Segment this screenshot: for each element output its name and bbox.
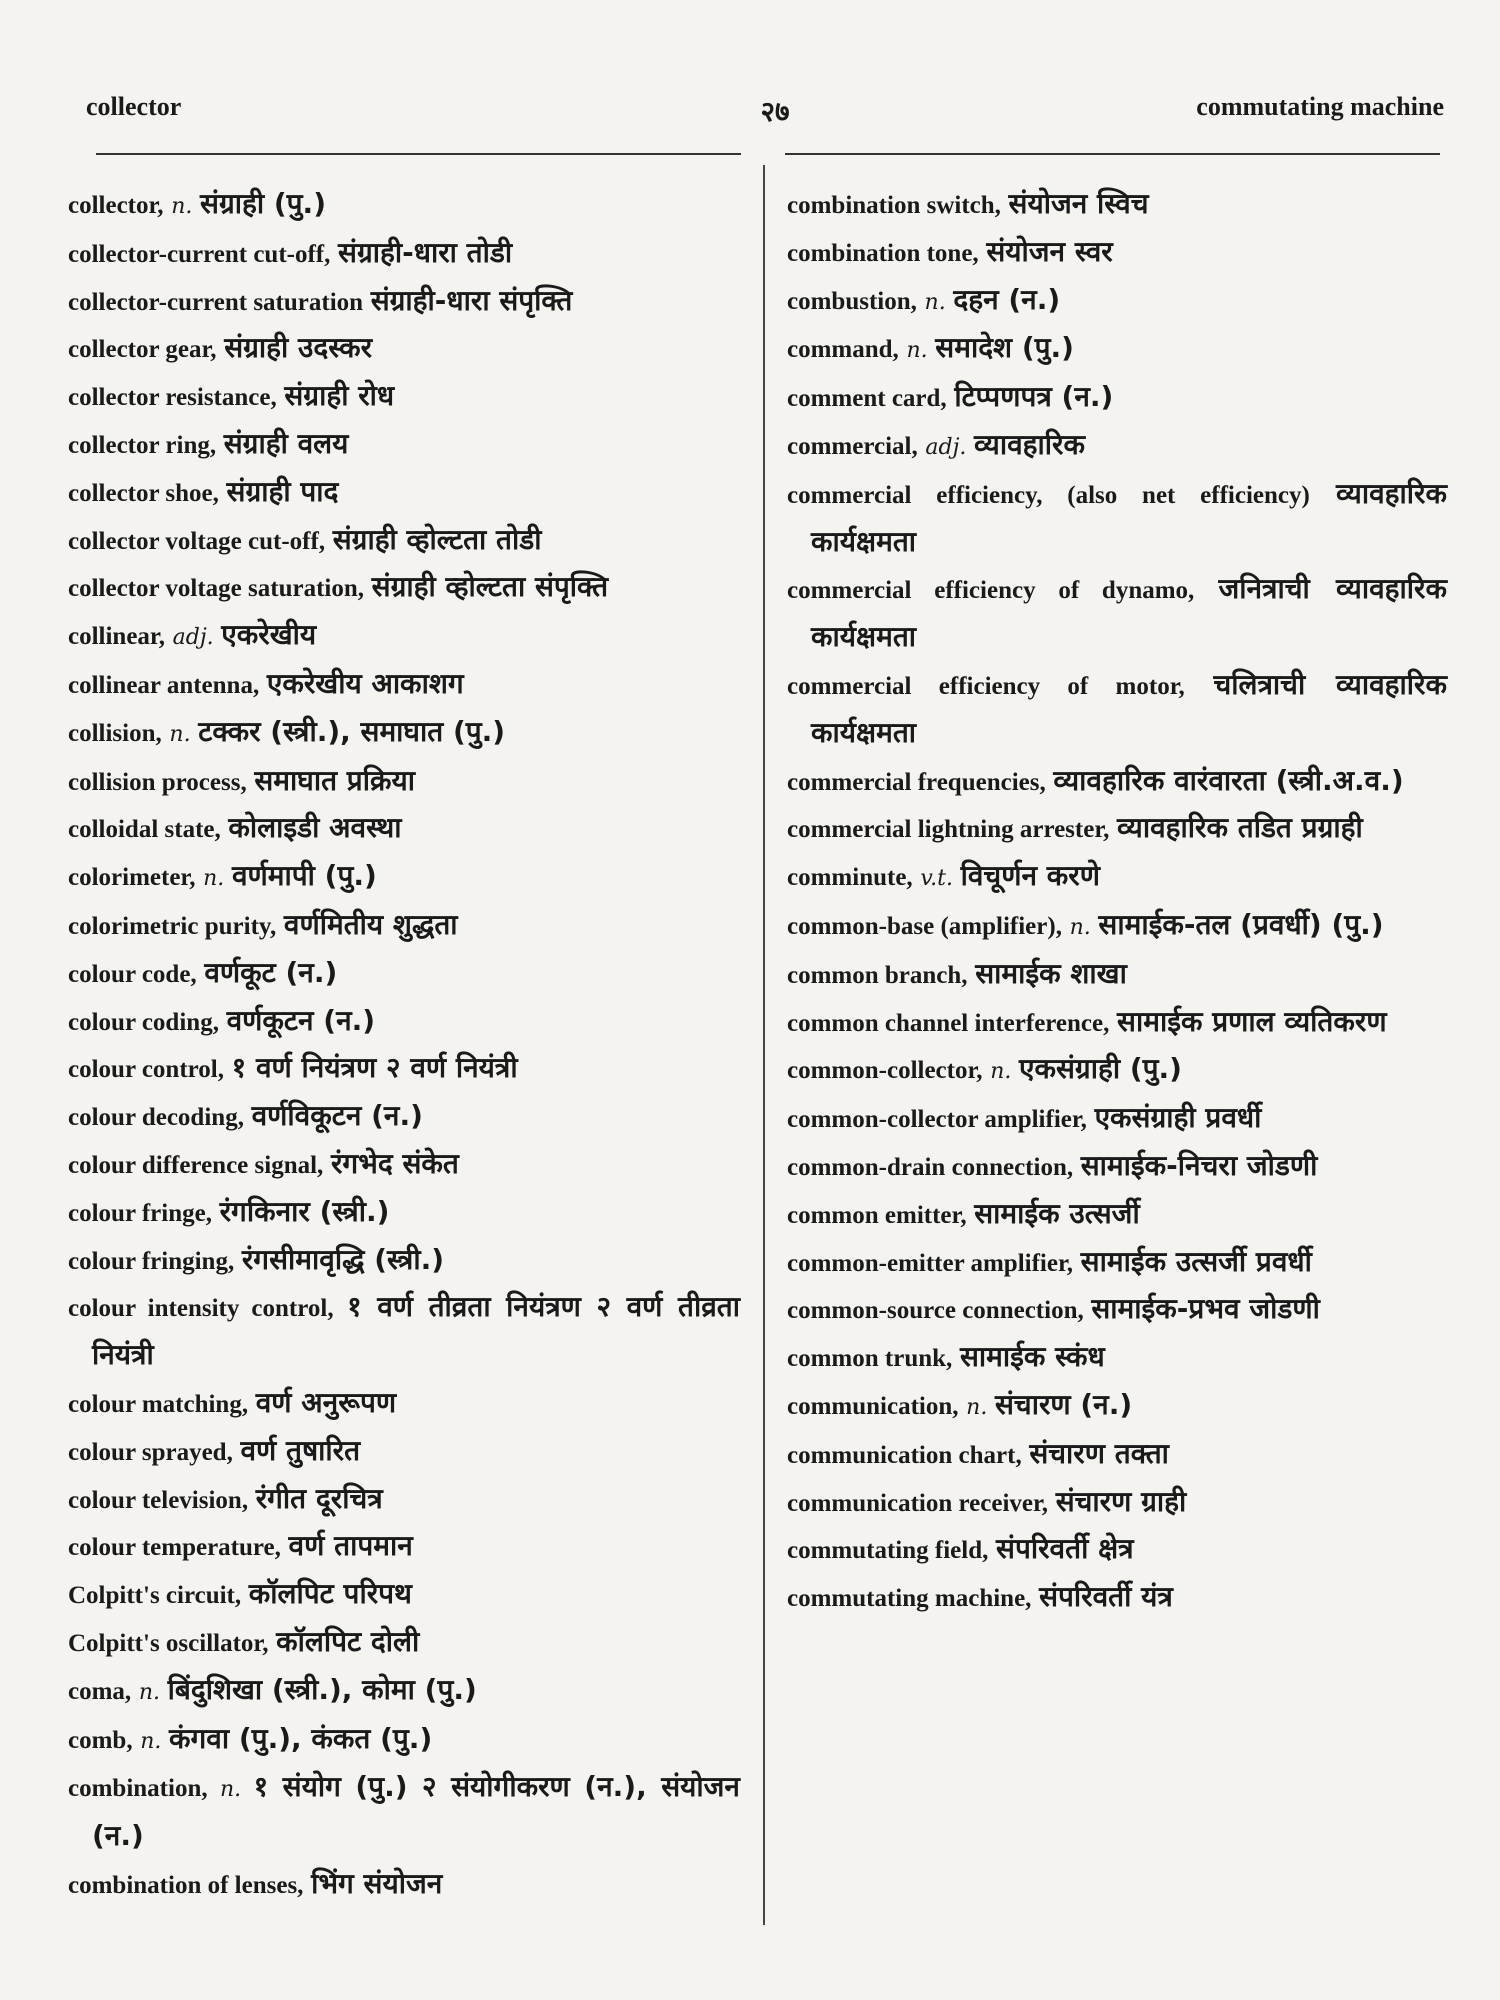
entry-term: comb, xyxy=(68,1726,133,1754)
entry-term: collinear antenna, xyxy=(68,671,260,699)
entry-translation: १ वर्ण तीव्रता नियंत्रण २ वर्ण तीव्रता नियंत्री xyxy=(92,1290,740,1372)
entry-grammar: n. xyxy=(924,289,946,315)
entry-grammar: n. xyxy=(171,194,193,219)
dictionary-entry xyxy=(68,1380,740,1428)
entry-translation: वर्ण तुषारित xyxy=(240,1433,361,1467)
entry-translation: एकरेखीय xyxy=(221,618,317,652)
entry-grammar: n. xyxy=(966,1394,988,1420)
entry-term: Colpitt's circuit, xyxy=(68,1582,242,1610)
entry-translation: टिप्पणपत्र (न.) xyxy=(954,380,1114,414)
dictionary-entry xyxy=(68,612,740,661)
entry-term: collector voltage cut-off, xyxy=(68,527,326,555)
entry-term: commercial lightning arrester, xyxy=(787,816,1110,844)
entry-term: Colpitt's oscillator, xyxy=(68,1629,269,1657)
entry-term: collector-current cut-off, xyxy=(68,240,331,268)
entry-translation: संग्राही व्होल्टता तोडी xyxy=(332,522,542,556)
entry-translation: संग्राही उदस्कर xyxy=(224,331,373,365)
header-rule-left xyxy=(96,153,741,155)
entry-term: collector, xyxy=(68,192,164,219)
entry-grammar: adj. xyxy=(172,625,214,651)
entry-term: commercial efficiency of dynamo, xyxy=(787,577,1195,605)
entry-term: collector shoe, xyxy=(68,479,219,507)
entry-grammar: n. xyxy=(990,1059,1012,1085)
dictionary-entry xyxy=(787,181,1447,229)
entry-translation: जनित्राची व्यावहारिक कार्यक्षमता xyxy=(811,572,1448,654)
dictionary-entry xyxy=(68,709,740,758)
entry-grammar: v.t. xyxy=(920,866,953,892)
entry-grammar: n. xyxy=(220,1777,242,1803)
page-number: २७ xyxy=(760,95,790,128)
dictionary-entry xyxy=(68,1045,740,1093)
dictionary-entry xyxy=(68,758,740,806)
dictionary-entry xyxy=(787,805,1447,853)
entry-term: collision process, xyxy=(68,768,247,796)
entry-term: common-drain connection, xyxy=(787,1153,1074,1181)
entry-term: common-base (amplifier), xyxy=(787,912,1062,940)
dictionary-entry xyxy=(68,1764,740,1861)
entry-translation: वर्णकूट (न.) xyxy=(204,955,338,989)
entry-translation: भिंग संयोजन xyxy=(311,1866,443,1900)
entry-term: commercial efficiency of motor, xyxy=(787,672,1185,700)
entry-translation: सामाईक-निचरा जोडणी xyxy=(1080,1148,1318,1182)
entry-term: commercial, xyxy=(787,432,918,460)
entry-term: collector-current saturation xyxy=(68,288,364,316)
entry-translation: एकरेखीय आकाशग xyxy=(266,666,464,700)
entry-translation: रंगभेद संकेत xyxy=(330,1146,459,1180)
dictionary-entry xyxy=(68,421,740,469)
entry-translation: वर्ण तापमान xyxy=(288,1529,413,1563)
entry-grammar: adj. xyxy=(925,434,967,460)
dictionary-entry xyxy=(787,1191,1447,1239)
dictionary-entry xyxy=(68,805,740,853)
dictionary-entry xyxy=(68,1141,740,1189)
entry-translation: व्यावहारिक कार्यक्षमता xyxy=(811,476,1447,558)
dictionary-entry xyxy=(68,1716,740,1765)
entry-term: combination switch, xyxy=(787,192,1001,219)
column-divider xyxy=(763,165,765,1925)
entry-translation: वर्ण अनुरूपण xyxy=(255,1385,397,1419)
dictionary-entry xyxy=(787,1574,1447,1622)
entry-translation: संपरिवर्ती क्षेत्र xyxy=(996,1532,1134,1566)
entry-term: command, xyxy=(787,336,899,364)
dictionary-entry xyxy=(68,1619,740,1667)
entry-term: colour code, xyxy=(68,960,197,988)
entry-translation: संचारण (न.) xyxy=(994,1387,1133,1421)
dictionary-entry xyxy=(787,1046,1447,1095)
dictionary-entry xyxy=(787,1239,1447,1287)
entry-term: colour fringe, xyxy=(68,1199,212,1227)
entry-translation: संयोजन स्विच xyxy=(1008,187,1149,220)
entry-translation: संचारण तक्ता xyxy=(1029,1436,1169,1470)
entry-translation: सामाईक स्कंध xyxy=(959,1340,1105,1374)
entry-term: common channel interference, xyxy=(787,1009,1110,1037)
entry-translation: विचूर्णन करणे xyxy=(960,859,1100,893)
entry-term: commercial efficiency, (also net efficiency) xyxy=(787,481,1310,509)
entry-term: colour television, xyxy=(68,1486,249,1514)
entry-translation: संग्राही व्होल्टता संपृक्ति xyxy=(371,570,609,604)
entry-translation: टक्कर (स्त्री.), समाघात (पु.) xyxy=(198,714,506,748)
entry-term: colour difference signal, xyxy=(68,1151,324,1179)
entry-translation: संग्राही रोध xyxy=(284,379,395,413)
entry-translation: कंगवा (पु.), कंकत (पु.) xyxy=(169,1721,433,1755)
dictionary-entry xyxy=(787,1479,1447,1527)
entry-translation: रंगकिनार (स्त्री.) xyxy=(219,1194,390,1228)
entry-translation: एकसंग्राही प्रवर्धी xyxy=(1094,1101,1262,1135)
entry-translation: सामाईक शाखा xyxy=(975,956,1127,990)
entry-translation: संग्राही-धारा तोडी xyxy=(338,235,513,269)
entry-term: commercial frequencies, xyxy=(787,768,1046,796)
dictionary-entry xyxy=(787,277,1447,326)
entry-translation: व्यावहारिक तडित प्रग्राही xyxy=(1117,811,1363,845)
dictionary-entry xyxy=(68,853,740,902)
entry-term: comminute, xyxy=(787,864,913,892)
running-head-left: collector xyxy=(86,92,182,121)
entry-term: communication chart, xyxy=(787,1441,1022,1469)
entry-translation: वर्णमापी (पु.) xyxy=(231,859,377,893)
entry-term: comment card, xyxy=(787,385,947,413)
entry-term: commutating machine, xyxy=(787,1585,1032,1613)
entry-translation: १ संयोग (पु.) २ संयोगीकरण (न.), संयोजन (न.) xyxy=(92,1770,740,1853)
entry-translation: एकसंग्राही (पु.) xyxy=(1019,1052,1182,1086)
entry-term: combination, xyxy=(68,1775,208,1803)
right-column xyxy=(787,181,1447,1622)
entry-translation: समादेश (पु.) xyxy=(935,331,1074,365)
entry-translation: १ वर्ण नियंत्रण २ वर्ण नियंत्री xyxy=(231,1051,518,1085)
dictionary-entry xyxy=(68,1571,740,1619)
entry-translation: संग्राही (पु.) xyxy=(200,187,326,220)
entry-translation: वर्णमितीय शुद्धता xyxy=(283,907,458,941)
entry-translation: सामाईक प्रणाल व्यतिकरण xyxy=(1117,1004,1387,1038)
entry-translation: चलित्राची व्यावहारिक कार्यक्षमता xyxy=(811,667,1447,749)
entry-term: combination of lenses, xyxy=(68,1871,304,1899)
dictionary-entry xyxy=(787,902,1447,951)
entry-translation: वर्णविकूटन (न.) xyxy=(251,1099,423,1133)
dictionary-entry xyxy=(68,517,740,565)
entry-term: colorimeter, xyxy=(68,864,196,892)
dictionary-entry xyxy=(787,229,1447,277)
dictionary-entry xyxy=(787,1382,1447,1431)
dictionary-entry xyxy=(68,1237,740,1285)
dictionary-entry xyxy=(68,469,740,517)
entry-term: common-source connection, xyxy=(787,1297,1084,1325)
entry-grammar: n. xyxy=(203,866,225,892)
dictionary-entry xyxy=(68,1284,740,1380)
dictionary-entry xyxy=(787,1286,1447,1334)
entry-term: common branch, xyxy=(787,961,968,989)
entry-translation: संचारण ग्राही xyxy=(1055,1484,1187,1518)
running-head-right: commutating machine xyxy=(1196,92,1444,121)
entry-term: collector gear, xyxy=(68,336,217,364)
entry-term: common-collector, xyxy=(787,1057,983,1085)
entry-term: colorimetric purity, xyxy=(68,912,277,940)
dictionary-entry xyxy=(68,1428,740,1476)
dictionary-entry xyxy=(787,662,1447,758)
entry-translation: रंगसीमावृद्धि (स्त्री.) xyxy=(241,1242,445,1276)
dictionary-entry xyxy=(68,1189,740,1237)
entry-translation: व्यावहारिक वारंवारता (स्त्री.अ.व.) xyxy=(1053,763,1404,797)
entry-translation: संग्राही वलय xyxy=(223,426,349,460)
entry-translation: सामाईक-तल (प्रवर्धी) (पु.) xyxy=(1098,907,1384,941)
entry-grammar: n. xyxy=(138,1679,160,1705)
entry-translation: समाघात प्रक्रिया xyxy=(254,763,415,797)
entry-grammar: n. xyxy=(140,1728,162,1754)
entry-term: communication receiver, xyxy=(787,1489,1049,1517)
header-rule-right xyxy=(785,153,1440,155)
dictionary-entry xyxy=(68,1476,740,1524)
entry-term: combination tone, xyxy=(787,239,979,267)
left-column xyxy=(68,181,740,1909)
dictionary-entry xyxy=(68,1523,740,1571)
entry-term: colour fringing, xyxy=(68,1247,235,1275)
dictionary-entry xyxy=(787,1095,1447,1143)
entry-term: colour coding, xyxy=(68,1008,219,1036)
dictionary-entry xyxy=(68,998,740,1046)
dictionary-entry xyxy=(787,471,1447,567)
dictionary-entry xyxy=(787,853,1447,902)
dictionary-entry xyxy=(68,325,740,373)
entry-term: common-collector amplifier, xyxy=(787,1106,1087,1134)
entry-term: colour temperature, xyxy=(68,1534,281,1562)
entry-translation: बिंदुशिखा (स्त्री.), कोमा (पु.) xyxy=(167,1672,477,1706)
entry-translation: कॉलपिट दोली xyxy=(276,1624,420,1658)
entry-term: colour sprayed, xyxy=(68,1438,233,1466)
dictionary-entry xyxy=(68,661,740,709)
dictionary-entry xyxy=(68,1667,740,1716)
dictionary-entry xyxy=(68,278,740,326)
entry-grammar: n. xyxy=(906,338,928,364)
entry-translation: सामाईक उत्सर्जी xyxy=(974,1196,1140,1230)
entry-term: common-emitter amplifier, xyxy=(787,1249,1074,1277)
entry-translation: रंगीत दूरचित्र xyxy=(255,1481,383,1515)
dictionary-entry xyxy=(68,1093,740,1141)
entry-grammar: n. xyxy=(169,721,191,747)
dictionary-entry xyxy=(68,181,740,230)
entry-translation: सामाईक-प्रभव जोडणी xyxy=(1091,1292,1320,1326)
dictionary-entry xyxy=(68,902,740,950)
entry-term: colour control, xyxy=(68,1056,225,1084)
entry-translation: दहन (न.) xyxy=(953,282,1061,316)
dictionary-entry xyxy=(787,1431,1447,1479)
entry-translation: कोलाइडी अवस्था xyxy=(228,811,402,845)
entry-term: colour decoding, xyxy=(68,1104,244,1132)
dictionary-entry xyxy=(787,1334,1447,1382)
dictionary-entry xyxy=(68,564,740,612)
dictionary-entry xyxy=(68,1861,740,1909)
entry-translation: व्यावहारिक xyxy=(974,427,1085,461)
dictionary-entry xyxy=(787,1143,1447,1191)
entry-term: communication, xyxy=(787,1392,959,1420)
entry-term: common emitter, xyxy=(787,1201,967,1229)
entry-term: combustion, xyxy=(787,287,917,315)
dictionary-entry xyxy=(787,422,1447,471)
entry-term: common trunk, xyxy=(787,1345,953,1373)
entry-translation: संग्राही-धारा संपृक्ति xyxy=(370,283,573,317)
dictionary-entry xyxy=(787,374,1447,422)
entry-term: collinear, xyxy=(68,623,165,651)
entry-term: collision, xyxy=(68,719,162,747)
entry-term: collector resistance, xyxy=(68,384,277,412)
entry-translation: संपरिवर्ती यंत्र xyxy=(1039,1580,1173,1614)
dictionary-entry xyxy=(787,951,1447,999)
dictionary-entry xyxy=(787,1526,1447,1574)
entry-translation: सामाईक उत्सर्जी प्रवर्धी xyxy=(1080,1244,1312,1278)
entry-term: colour matching, xyxy=(68,1390,249,1418)
entry-translation: वर्णकूटन (न.) xyxy=(226,1003,376,1037)
dictionary-entry xyxy=(787,325,1447,374)
dictionary-entry xyxy=(68,950,740,998)
entry-translation: संग्राही पाद xyxy=(226,474,339,508)
entry-term: commutating field, xyxy=(787,1537,989,1565)
entry-term: colloidal state, xyxy=(68,816,221,844)
dictionary-entry xyxy=(787,758,1447,806)
entry-translation: कॉलपिट परिपथ xyxy=(248,1577,412,1611)
dictionary-entry xyxy=(787,566,1447,662)
dictionary-entry xyxy=(68,373,740,421)
entry-term: coma, xyxy=(68,1677,132,1705)
entry-term: colour intensity control, xyxy=(68,1295,334,1323)
entry-grammar: n. xyxy=(1069,914,1091,940)
entry-translation: संयोजन स्वर xyxy=(986,234,1113,268)
dictionary-entry xyxy=(787,999,1447,1047)
dictionary-entry xyxy=(68,230,740,278)
entry-term: collector ring, xyxy=(68,431,217,459)
entry-term: collector voltage saturation, xyxy=(68,575,364,603)
